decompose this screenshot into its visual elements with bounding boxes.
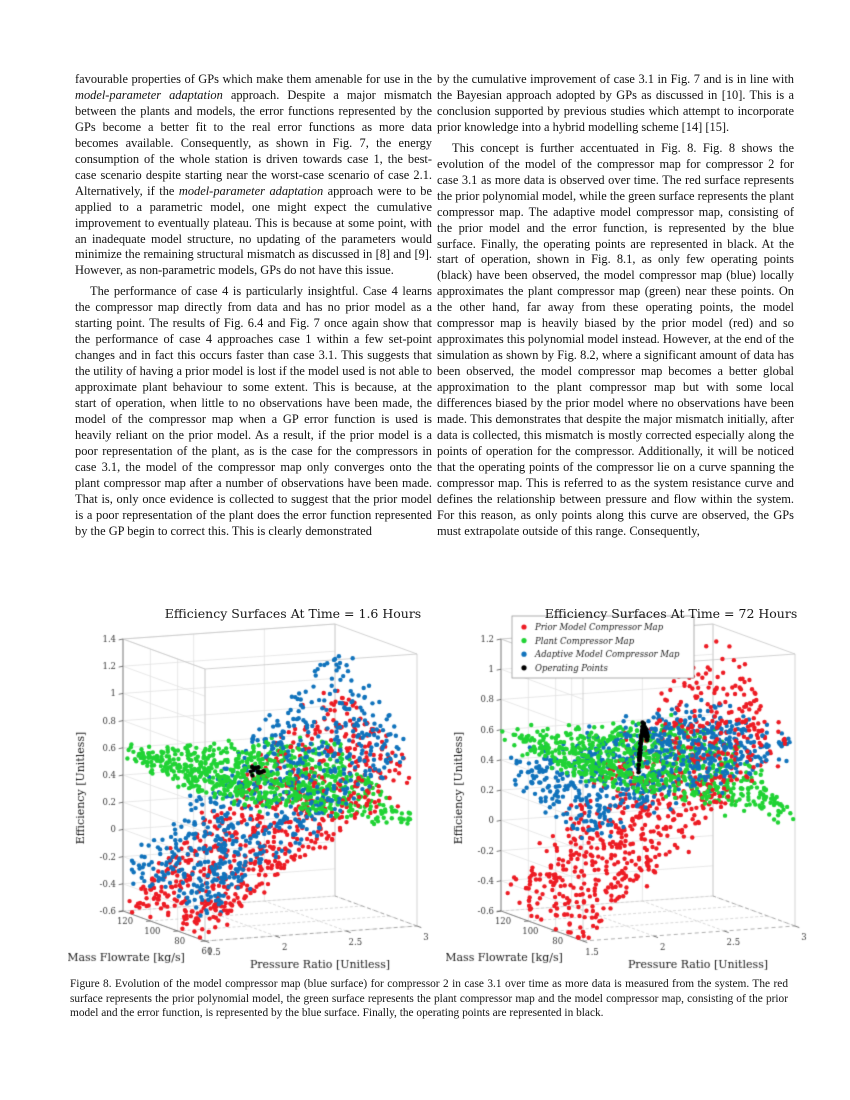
paragraph: by the cumulative improvement of case 3.1 in Fig. 7 and is in line with the Bayesian approach adopted by GPs as discussed in [10]. This is a conclusion supported by previous studies which attempt to incorporate prior knowledge into a hybrid modelling scheme [14] [15]. xyxy=(437,72,794,134)
paragraph: The performance of case 4 is particularly insightful. Case 4 learns the compressor map directly from data and has no prior model as a starting point. The results of Fig. 6.4 and Fig. 7 once again show that the performance of case 4 approaches case 1 within a few set-point changes and in fact this occurs faster than case 3.1. This suggests that the utility of having a prior model is lost if the model used is not able to approximate plant behaviour to some extent. This is because, at the start of operation, when little to no observations have been made, the model of the compressor map when a GP error function is used is heavily reliant on the prior model. As a result, if the prior model is a poor representation of the plant, as is the case for the compressors in case 3.1, the model of the compressor map only converges onto the plant compressor map after a number of observations have been made. That is, only once evidence is collected to suggest that the prior model is a poor representation of the plant does the error function represented by the GP begin to correct this. This is clearly demonstrated xyxy=(75,284,432,538)
paragraph: This concept is further accentuated in Fig. 8. Fig. 8 shows the evolution of the model of the compressor map for compressor 2 for case 3.1 as more data is observed over time. The red surface represents the prior polynomial model, while the green surface represents the plant compressor map. The adaptive model compressor map, consisting of the prior model and the error function, is represented by the blue surface. Finally, the operating points are represented in black. At the start of operation, shown in Fig. 8.1, as only few operating points (black) have been observed, the model compressor map (blue) locally approximates the plant compressor map (green) near these points. On the other hand, far away from these operating points, the model compressor map is heavily biased by the prior model (red) and so approximates this polynomial model instead. However, at the end of the simulation as shown by Fig. 8.2, where a significant amount of data has been observed, the model compressor map becomes a better global approximation to the plant compressor map but with some local differences biased by the prior model where no observations have been made. This demonstrates that despite the major mismatch initially, after data is collected, this mismatch is mostly corrected especially along the points of operation for the compressor. Additionally, it will be noticed that the operating points of the compressor lie on a curve spanning the compressor map. This is referred to as the system resistance curve and defines the relationship between pressure and flow within the system. For this reason, as only points along this curve are observed, the GPs must extrapolate outside of this range. Consequently, xyxy=(437,140,794,538)
paragraph: favourable properties of GPs which make them amenable for use in the model-parameter adaptation approach. Despite a major mismatch between the plants and models, the error functions represented by the GPs become a better fit to the real error functions as more data becomes available. Consequently, as shown in Fig. 7, the energy consumption of the whole station is driven towards case 1, the best-case scenario despite starting near the worst-case scenario of case 2.1. Alternatively, if the model-parameter adaptation approach were to be applied to a parametric model, one might expect the cumulative improvement to eventually plateau. This is because at some point, with an inadequate model structure, no updating of the parameters would minimize the remaining structural mismatch as discussed in [8] and [9]. However, as non-parametric models, GPs do not have this issue. xyxy=(75,72,432,278)
figure-caption: Figure 8. Evolution of the model compressor map (blue surface) for compressor 2 in case 3.1 over time as more data is measured from the system. The red surface represents the prior polynomial model, the green surface represents the plant compressor map and the model compressor map, consisting of the prior model and the error function, is represented by the blue surface. Finally, the operating points are represented in black. xyxy=(70,978,788,1020)
text-column-right xyxy=(437,72,794,540)
chart-title-1: Efficiency Surfaces At Time = 1.6 Hours xyxy=(164,606,422,621)
text-column-left xyxy=(75,72,432,540)
efficiency-surfaces-chart-1 xyxy=(68,600,450,980)
efficiency-surfaces-chart-2 xyxy=(446,600,828,980)
chart-title-2: Efficiency Surfaces At Time = 72 Hours xyxy=(544,606,798,621)
figure-8-2 xyxy=(446,600,828,980)
figure-8-1 xyxy=(68,600,450,980)
